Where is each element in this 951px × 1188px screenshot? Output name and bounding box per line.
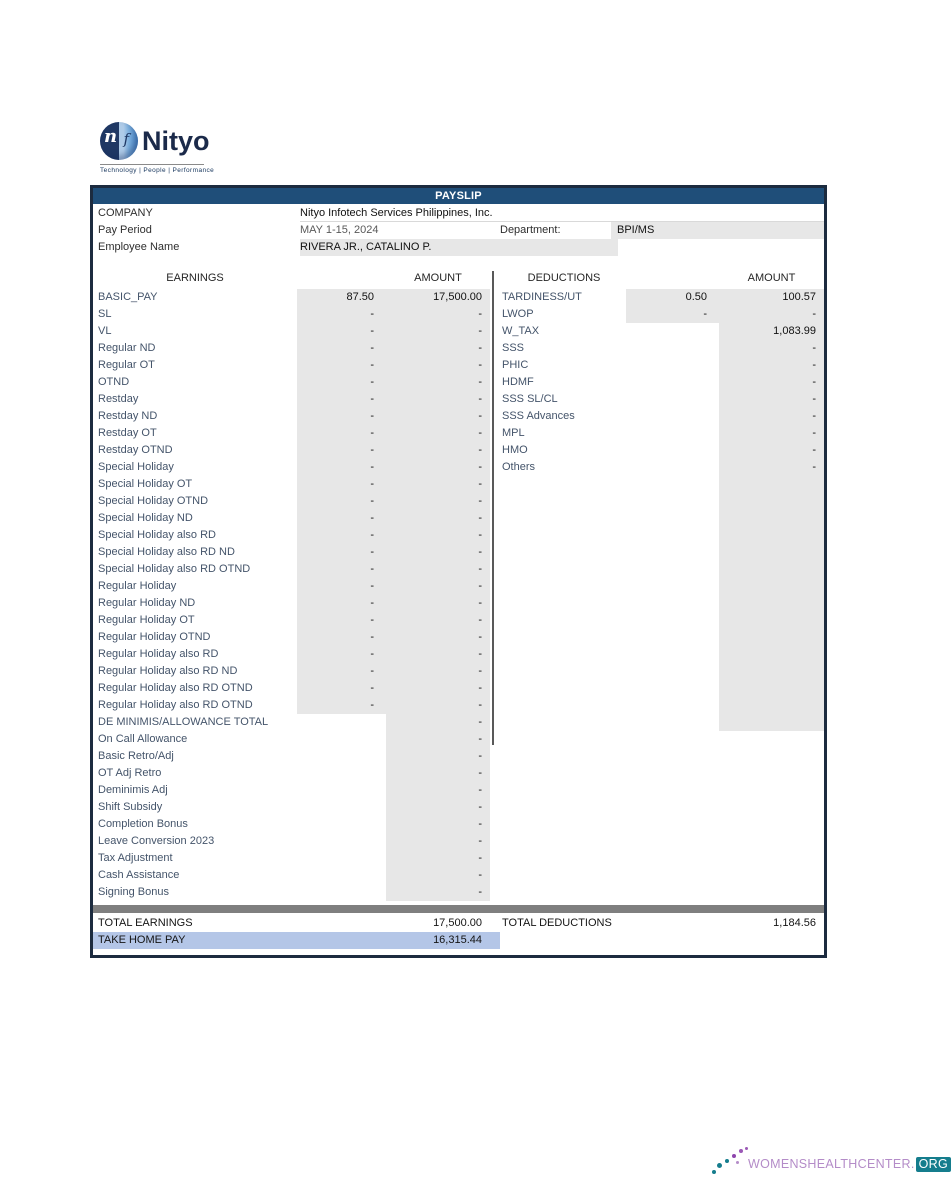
earnings-row xyxy=(93,799,490,816)
deduction-row xyxy=(498,476,824,493)
hours-value xyxy=(626,561,719,578)
row-label xyxy=(498,680,626,697)
total-earnings-value: 17,500.00 xyxy=(433,917,482,929)
row-label: LWOP xyxy=(502,308,534,320)
hours-value: - xyxy=(297,306,386,323)
logo-divider-line xyxy=(100,164,204,165)
amount-value: - xyxy=(386,867,490,884)
row-label: PHIC xyxy=(502,359,529,371)
logo-monogram-n: n xyxy=(104,126,118,147)
total-deductions-value: 1,184.56 xyxy=(773,917,816,929)
section-divider-line xyxy=(492,271,494,745)
hours-value: - xyxy=(297,595,386,612)
deduction-row xyxy=(498,425,824,442)
row-label: HMO xyxy=(502,444,528,456)
watermark-dot xyxy=(732,1154,736,1158)
employee-name-value: RIVERA JR., CATALINO P. xyxy=(300,239,618,256)
earnings-row xyxy=(93,884,490,901)
row-label xyxy=(498,578,626,595)
hours-value: - xyxy=(297,374,386,391)
earnings-row xyxy=(93,544,490,561)
amount-value: - xyxy=(386,561,490,578)
amount-value xyxy=(719,697,824,714)
deduction-row xyxy=(498,391,824,408)
hours-value xyxy=(626,595,719,612)
earnings-row xyxy=(93,527,490,544)
deduction-row xyxy=(498,323,824,340)
logo-monogram-f: f xyxy=(123,130,129,148)
deduction-row xyxy=(498,680,824,697)
row-label: Restday OTND xyxy=(98,444,173,456)
hours-value xyxy=(626,578,719,595)
earnings-row xyxy=(93,714,490,731)
row-label: Special Holiday OT xyxy=(98,478,193,490)
amount-value: - xyxy=(719,374,824,391)
amount-value: - xyxy=(386,442,490,459)
deduction-row xyxy=(498,663,824,680)
totals-separator-bar xyxy=(93,905,824,913)
row-label: Regular Holiday OTND xyxy=(98,631,211,643)
amount-value: - xyxy=(386,544,490,561)
amount-value: - xyxy=(386,306,490,323)
amount-value: - xyxy=(719,408,824,425)
amount-value: - xyxy=(719,442,824,459)
row-label: Signing Bonus xyxy=(98,886,169,898)
amount-value xyxy=(719,510,824,527)
watermark-site-name: WOMENSHEALTHCENTER. xyxy=(748,1157,915,1171)
earnings-row xyxy=(93,850,490,867)
earnings-row xyxy=(93,493,490,510)
hours-value: - xyxy=(297,612,386,629)
earnings-row xyxy=(93,442,490,459)
hours-value xyxy=(297,714,386,731)
hours-value xyxy=(626,442,719,459)
column-headers xyxy=(93,269,824,287)
row-label xyxy=(498,561,626,578)
row-label: Regular Holiday ND xyxy=(98,597,196,609)
take-home-pay-label: TAKE HOME PAY xyxy=(98,934,186,946)
amount-value: - xyxy=(386,680,490,697)
totals-row xyxy=(93,915,824,932)
hours-value xyxy=(626,357,719,374)
deduction-row xyxy=(498,578,824,595)
row-label: Special Holiday also RD ND xyxy=(98,546,235,558)
total-deductions-label: TOTAL DEDUCTIONS xyxy=(502,917,612,929)
hours-value xyxy=(626,340,719,357)
deduction-row xyxy=(498,561,824,578)
earnings-row xyxy=(93,629,490,646)
row-label: Regular Holiday also RD ND xyxy=(98,665,238,677)
hours-value: - xyxy=(297,493,386,510)
row-label: Regular Holiday OT xyxy=(98,614,195,626)
amount-value: - xyxy=(386,493,490,510)
deduction-row xyxy=(498,612,824,629)
row-label: Regular Holiday also RD xyxy=(98,648,219,660)
earnings-row xyxy=(93,612,490,629)
row-label: Cash Assistance xyxy=(98,869,180,881)
hours-value xyxy=(626,612,719,629)
amount-value: - xyxy=(386,850,490,867)
amount-value: - xyxy=(386,527,490,544)
row-label xyxy=(498,493,626,510)
amount-value: - xyxy=(386,612,490,629)
logo-tagline: Technology | People | Performance xyxy=(100,167,215,174)
hours-value: - xyxy=(297,459,386,476)
amount-value: - xyxy=(386,595,490,612)
earnings-row xyxy=(93,646,490,663)
deduction-row xyxy=(498,340,824,357)
watermark-dot xyxy=(712,1170,716,1174)
row-label: OTND xyxy=(98,376,130,388)
amount-value xyxy=(719,714,824,731)
hours-value xyxy=(626,510,719,527)
earnings-row xyxy=(93,680,490,697)
hours-value: - xyxy=(297,663,386,680)
hours-value: - xyxy=(297,357,386,374)
row-label: W_TAX xyxy=(502,325,540,337)
hours-value: - xyxy=(297,510,386,527)
row-label: Regular Holiday xyxy=(98,580,177,592)
amount-value xyxy=(719,646,824,663)
amount-value: - xyxy=(386,731,490,748)
amount-value: 100.57 xyxy=(719,289,824,306)
amount-value: - xyxy=(386,816,490,833)
deduction-row xyxy=(498,697,824,714)
amount-value: - xyxy=(719,340,824,357)
row-label xyxy=(498,527,626,544)
row-label: OT Adj Retro xyxy=(98,767,162,779)
amount-value: - xyxy=(719,357,824,374)
row-label: On Call Allowance xyxy=(98,733,188,745)
hours-value xyxy=(626,527,719,544)
watermark-dot xyxy=(725,1159,729,1163)
deduction-row xyxy=(498,646,824,663)
hours-value xyxy=(297,799,386,816)
deduction-row xyxy=(498,459,824,476)
hours-value xyxy=(297,867,386,884)
row-label xyxy=(498,663,626,680)
earnings-rows xyxy=(93,289,490,901)
earnings-row xyxy=(93,306,490,323)
earnings-row xyxy=(93,357,490,374)
hours-value xyxy=(626,680,719,697)
earnings-row xyxy=(93,765,490,782)
row-label xyxy=(498,612,626,629)
hours-value xyxy=(297,833,386,850)
amount-value xyxy=(719,578,824,595)
row-label xyxy=(498,595,626,612)
amount-value xyxy=(719,680,824,697)
amount-value: - xyxy=(386,646,490,663)
amount-value xyxy=(719,493,824,510)
amount-value: - xyxy=(719,391,824,408)
row-label: TARDINESS/UT xyxy=(502,291,582,303)
row-label xyxy=(498,629,626,646)
amount-value: - xyxy=(386,629,490,646)
earnings-row xyxy=(93,833,490,850)
row-label: Completion Bonus xyxy=(98,818,188,830)
amount-value xyxy=(719,663,824,680)
amount-value: - xyxy=(386,340,490,357)
hours-value xyxy=(626,493,719,510)
deductions-header: DEDUCTIONS xyxy=(527,272,601,284)
hours-value: - xyxy=(297,561,386,578)
amount-value: - xyxy=(719,459,824,476)
hours-value: - xyxy=(297,527,386,544)
hours-value: - xyxy=(297,391,386,408)
amount-value xyxy=(719,629,824,646)
watermark-dot xyxy=(717,1163,722,1168)
logo-brand-text: Nityo xyxy=(142,125,210,156)
hours-value: - xyxy=(297,544,386,561)
earnings-row xyxy=(93,731,490,748)
hours-value xyxy=(626,408,719,425)
payslip-title-bar: PAYSLIP xyxy=(93,188,824,204)
hours-value xyxy=(297,748,386,765)
amount-value: - xyxy=(386,510,490,527)
deduction-row xyxy=(498,629,824,646)
pay-period-row xyxy=(93,222,824,239)
take-home-pay-row xyxy=(93,932,500,949)
hours-value: - xyxy=(297,697,386,714)
deduction-row xyxy=(498,357,824,374)
row-label: Restday OT xyxy=(98,427,157,439)
amount-value: 1,083.99 xyxy=(719,323,824,340)
amount-value xyxy=(719,476,824,493)
hours-value xyxy=(626,374,719,391)
earnings-row xyxy=(93,816,490,833)
earnings-amount-header: AMOUNT xyxy=(414,272,462,284)
row-label xyxy=(498,510,626,527)
total-earnings-label: TOTAL EARNINGS xyxy=(98,917,193,929)
earnings-row xyxy=(93,697,490,714)
row-label xyxy=(498,714,626,731)
hours-value xyxy=(626,425,719,442)
company-value: Nityo Infotech Services Philippines, Inc. xyxy=(300,207,493,219)
row-label: Regular Holiday also RD OTND xyxy=(98,699,253,711)
payslip-table xyxy=(90,185,827,958)
amount-value xyxy=(719,527,824,544)
row-label xyxy=(498,697,626,714)
row-label: VL xyxy=(98,325,112,337)
hours-value: - xyxy=(297,629,386,646)
earnings-row xyxy=(93,374,490,391)
hours-value: - xyxy=(297,476,386,493)
company-row xyxy=(93,205,824,222)
earnings-row xyxy=(93,867,490,884)
department-label: Department: xyxy=(500,224,561,236)
earnings-row xyxy=(93,782,490,799)
row-label: Basic Retro/Adj xyxy=(98,750,174,762)
earnings-row xyxy=(93,425,490,442)
earnings-row xyxy=(93,391,490,408)
row-label: Deminimis Adj xyxy=(98,784,168,796)
deduction-row xyxy=(498,510,824,527)
earnings-row xyxy=(93,476,490,493)
amount-value: - xyxy=(386,765,490,782)
hours-value xyxy=(626,323,719,340)
amount-value: - xyxy=(386,323,490,340)
deduction-row xyxy=(498,374,824,391)
row-label: Leave Conversion 2023 xyxy=(98,835,215,847)
company-label: COMPANY xyxy=(98,207,153,219)
row-label: Special Holiday OTND xyxy=(98,495,209,507)
row-label: Special Holiday ND xyxy=(98,512,193,524)
row-label: Special Holiday also RD OTND xyxy=(98,563,251,575)
deduction-row xyxy=(498,714,824,731)
hours-value xyxy=(626,476,719,493)
hours-value: - xyxy=(297,425,386,442)
amount-value: - xyxy=(386,425,490,442)
deduction-row xyxy=(498,289,824,306)
row-label: HDMF xyxy=(502,376,534,388)
hours-value xyxy=(626,714,719,731)
row-label: Tax Adjustment xyxy=(98,852,173,864)
watermark-dot xyxy=(745,1147,748,1150)
hours-value xyxy=(297,850,386,867)
watermark-dot xyxy=(739,1149,743,1153)
amount-value: - xyxy=(386,459,490,476)
row-label: SSS SL/CL xyxy=(502,393,558,405)
hours-value: 0.50 xyxy=(626,289,719,306)
amount-value: - xyxy=(386,799,490,816)
deduction-row xyxy=(498,408,824,425)
row-label: Regular ND xyxy=(98,342,156,354)
department-value: BPI/MS xyxy=(611,222,824,239)
row-label: Restday xyxy=(98,393,139,405)
pay-period-label: Pay Period xyxy=(98,224,152,236)
hours-value xyxy=(297,816,386,833)
earnings-header: EARNINGS xyxy=(166,272,224,284)
amount-value: - xyxy=(386,884,490,901)
row-label: SSS Advances xyxy=(502,410,575,422)
earnings-row xyxy=(93,748,490,765)
amount-value xyxy=(719,595,824,612)
nityo-logo xyxy=(100,122,214,174)
earnings-row xyxy=(93,340,490,357)
deduction-row xyxy=(498,306,824,323)
hours-value xyxy=(626,459,719,476)
amount-value: - xyxy=(386,408,490,425)
deductions-rows xyxy=(498,289,824,731)
hours-value xyxy=(297,782,386,799)
earnings-row xyxy=(93,459,490,476)
earnings-row xyxy=(93,289,490,306)
amount-value: 17,500.00 xyxy=(386,289,490,306)
deduction-row xyxy=(498,442,824,459)
amount-value: - xyxy=(386,578,490,595)
hours-value: - xyxy=(297,408,386,425)
row-label: SSS xyxy=(502,342,525,354)
hours-value xyxy=(626,544,719,561)
amount-value xyxy=(719,612,824,629)
row-label: Restday ND xyxy=(98,410,158,422)
row-label: Regular OT xyxy=(98,359,155,371)
deduction-row xyxy=(498,544,824,561)
deduction-row xyxy=(498,527,824,544)
employee-row xyxy=(93,239,824,256)
earnings-row xyxy=(93,561,490,578)
earnings-row xyxy=(93,323,490,340)
hours-value xyxy=(626,391,719,408)
take-home-pay-value: 16,315.44 xyxy=(433,934,482,946)
hours-value xyxy=(626,697,719,714)
hours-value: 87.50 xyxy=(297,289,386,306)
amount-value: - xyxy=(386,748,490,765)
nityo-logo-icon xyxy=(100,122,138,160)
amount-value: - xyxy=(719,306,824,323)
row-label: DE MINIMIS/ALLOWANCE TOTAL xyxy=(98,716,269,728)
amount-value: - xyxy=(386,833,490,850)
watermark-text xyxy=(748,1157,951,1172)
hours-value xyxy=(297,884,386,901)
amount-value: - xyxy=(386,782,490,799)
hours-value xyxy=(626,663,719,680)
deductions-amount-header: AMOUNT xyxy=(747,272,796,284)
amount-value: - xyxy=(719,425,824,442)
hours-value: - xyxy=(297,680,386,697)
pay-period-value: MAY 1-15, 2024 xyxy=(300,224,379,236)
earnings-row xyxy=(93,408,490,425)
watermark-org-badge: ORG xyxy=(916,1157,951,1172)
earnings-row xyxy=(93,510,490,527)
amount-value: - xyxy=(386,391,490,408)
row-label xyxy=(498,544,626,561)
watermark-dot xyxy=(736,1161,739,1164)
row-label: Shift Subsidy xyxy=(98,801,163,813)
amount-value: - xyxy=(386,374,490,391)
hours-value xyxy=(297,765,386,782)
hours-value xyxy=(297,731,386,748)
amount-value: - xyxy=(386,476,490,493)
row-label: Special Holiday xyxy=(98,461,174,473)
deduction-row xyxy=(498,595,824,612)
watermark xyxy=(712,1146,948,1180)
hours-value: - xyxy=(297,323,386,340)
amount-value xyxy=(719,561,824,578)
amount-value: - xyxy=(386,357,490,374)
amount-value: - xyxy=(386,714,490,731)
row-label xyxy=(498,646,626,663)
row-label xyxy=(498,476,626,493)
employee-name-label: Employee Name xyxy=(98,241,180,253)
row-label: Special Holiday also RD xyxy=(98,529,216,541)
earnings-row xyxy=(93,595,490,612)
hours-value xyxy=(626,629,719,646)
hours-value: - xyxy=(297,442,386,459)
earnings-row xyxy=(93,578,490,595)
amount-value: - xyxy=(386,697,490,714)
hours-value: - xyxy=(297,578,386,595)
row-label: Others xyxy=(502,461,536,473)
hours-value: - xyxy=(626,306,719,323)
hours-value xyxy=(626,646,719,663)
hours-value: - xyxy=(297,340,386,357)
row-label: SL xyxy=(98,308,112,320)
deduction-row xyxy=(498,493,824,510)
row-label: BASIC_PAY xyxy=(98,291,158,303)
amount-value xyxy=(719,544,824,561)
amount-value: - xyxy=(386,663,490,680)
earnings-row xyxy=(93,663,490,680)
row-label: Regular Holiday also RD OTND xyxy=(98,682,253,694)
row-label: MPL xyxy=(502,427,525,439)
hours-value: - xyxy=(297,646,386,663)
